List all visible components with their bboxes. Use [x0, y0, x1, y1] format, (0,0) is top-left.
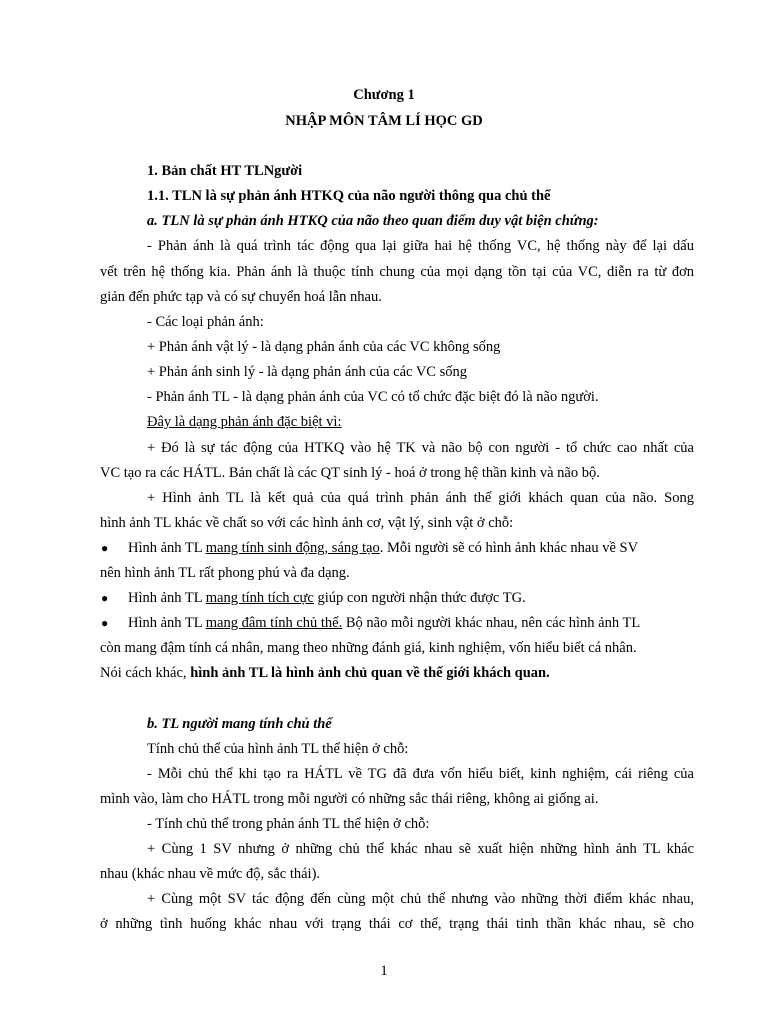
subsection-heading: 1.1. TLN là sự phản ánh HTKQ của não người thông qua chủ thể — [147, 188, 551, 204]
bullet-text: . Mỗi người sẽ có hình ảnh khác nhau về SV — [379, 540, 639, 556]
paragraph-line: + Cùng 1 SV nhưng ở những chủ thể khác nhau sẽ xuất hiện những hình ảnh TL khác — [147, 841, 694, 857]
bullet-icon: ● — [101, 541, 109, 555]
type-psychological: - Phản ánh TL - là dạng phản ánh của VC có tổ chức đặc biệt đó là não người. — [147, 389, 599, 405]
bullet-item — [128, 539, 638, 557]
bullet-icon: ● — [101, 616, 109, 630]
paragraph-line: vết trên hệ thống kia. Phản ánh là thuộc tính chung của mọi dạng tồn tại của VC, diễn ra từ đơn — [100, 264, 694, 280]
type-biological: + Phản ánh sinh lý - là dạng phản ánh của các VC sống — [147, 364, 467, 380]
special-reason-heading: Đây là dạng phản ánh đặc biệt vì: — [147, 414, 342, 430]
paragraph-line: giản đến phức tạp và có sự chuyển hoá lẫn nhau. — [100, 289, 382, 305]
paragraph-line: nhau (khác nhau về mức độ, sắc thái). — [100, 866, 321, 882]
paragraph-line: + Đó là sự tác động của HTKQ vào hệ TK và não bộ con người - tổ chức cao nhất của — [147, 440, 694, 456]
conclusion-bold: hình ảnh TL là hình ảnh chủ quan về thế giới khách quan. — [190, 665, 550, 681]
paragraph-line: - Tính chủ thể trong phản ánh TL thể hiện ở chỗ: — [147, 816, 430, 832]
bullet-text: Bộ não mỗi người khác nhau, nên các hình ảnh TL — [342, 615, 641, 631]
paragraph-line — [100, 664, 550, 682]
paragraph-line: nên hình ảnh TL rất phong phú và đa dạng. — [100, 565, 350, 581]
part-a-heading: a. TLN là sự phản ánh HTKQ của não theo quan điểm duy vật biện chứng: — [147, 213, 599, 229]
conclusion-text: Nói cách khác, — [100, 665, 191, 681]
paragraph-line: - Phản ánh là quá trình tác động qua lại giữa hai hệ thống VC, hệ thống này để lại dấu — [147, 238, 694, 254]
bullet-emphasis: mang tính sinh động, sáng tạo — [205, 540, 380, 556]
type-physical: + Phản ánh vật lý - là dạng phản ánh của các VC không sống — [147, 339, 501, 355]
paragraph-line: mình vào, làm cho HÁTL trong mỗi người có những sắc thái riêng, không ai giống ai. — [100, 791, 599, 807]
bullet-item — [128, 589, 526, 607]
paragraph-line: hình ảnh TL khác về chất so với các hình ảnh cơ, vật lý, sinh vật ở chỗ: — [100, 515, 514, 531]
chapter-title: NHẬP MÔN TÂM LÍ HỌC GD — [285, 113, 483, 129]
paragraph-line: + Hình ảnh TL là kết quả của quá trình phản ánh thế giới khách quan của não. Song — [147, 490, 694, 506]
types-intro: - Các loại phản ánh: — [147, 314, 264, 330]
bullet-item — [128, 614, 640, 632]
part-b-heading: b. TL người mang tính chủ thể — [147, 716, 332, 732]
page-number: 1 — [380, 963, 388, 979]
chapter-label: Chương 1 — [353, 87, 415, 103]
paragraph-line: + Cùng một SV tác động đến cùng một chủ thể nhưng vào những thời điểm khác nhau, — [147, 891, 694, 907]
bullet-emphasis: mang tính tích cực — [205, 590, 314, 606]
bullet-text: Hình ảnh TL — [128, 615, 206, 631]
bullet-text: Hình ảnh TL — [128, 540, 206, 556]
bullet-icon: ● — [101, 591, 109, 605]
part-b-intro: Tính chủ thể của hình ảnh TL thể hiện ở chỗ: — [147, 741, 409, 757]
paragraph-line: VC tạo ra các HÁTL. Bản chất là các QT sinh lý - hoá ở trong hệ thần kinh và não bộ. — [100, 465, 600, 481]
bullet-emphasis: mang đâm tính chủ thể. — [205, 615, 343, 631]
paragraph-line: - Mỗi chủ thể khi tạo ra HÁTL về TG đã đưa vốn hiểu biết, kinh nghiệm, cái riêng của — [147, 766, 694, 782]
section-heading: 1. Bản chất HT TLNgười — [147, 163, 303, 179]
paragraph-line: ở những tình huống khác nhau với trạng thái cơ thể, trạng thái tinh thần khác nhau, sẽ cho — [100, 916, 694, 932]
bullet-text: giúp con người nhận thức được TG. — [313, 590, 526, 606]
paragraph-line: còn mang đậm tính cá nhân, mang theo những đánh giá, kinh nghiệm, vốn hiểu biết cá nhân. — [100, 640, 637, 656]
bullet-text: Hình ảnh TL — [128, 590, 206, 606]
